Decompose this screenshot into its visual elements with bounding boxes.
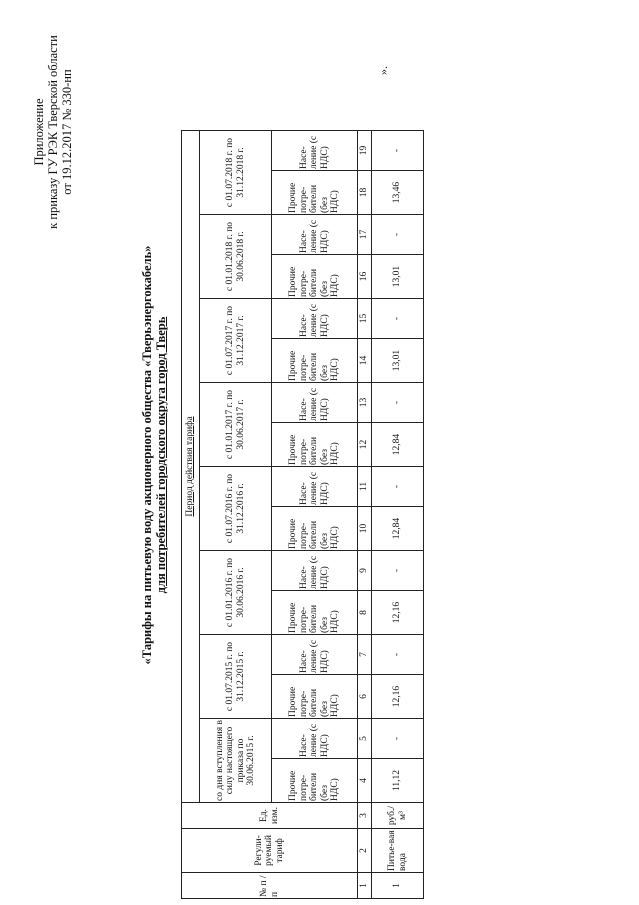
tariff-value: - bbox=[372, 635, 424, 675]
appendix-block bbox=[32, 17, 74, 247]
column-number: 9 bbox=[358, 551, 372, 591]
subheader-other-consumers: Прочие потре-бители (без НДС) bbox=[272, 507, 358, 551]
subheaders-row bbox=[272, 131, 358, 899]
row-unit: руб./м³ bbox=[372, 803, 424, 829]
subheader-other-consumers: Прочие потре-бители (без НДС) bbox=[272, 675, 358, 719]
title-line-1: «Тарифы на питьевую воду акционерного общества «Тверьэнергокабель» bbox=[140, 245, 154, 665]
tariff-value: - bbox=[372, 131, 424, 171]
column-number: 16 bbox=[358, 255, 372, 299]
tariff-value: 11,12 bbox=[372, 759, 424, 803]
column-numbers-row bbox=[358, 131, 372, 899]
tariff-value: - bbox=[372, 467, 424, 507]
tariff-value: 13,01 bbox=[372, 339, 424, 383]
tariff-value: 12,84 bbox=[372, 507, 424, 551]
periods-row bbox=[200, 131, 272, 899]
row-name: Питье-вая вода bbox=[372, 829, 424, 873]
subheader-population: Насе-ление (с НДС) bbox=[272, 131, 358, 171]
subheader-population: Насе-ление (с НДС) bbox=[272, 635, 358, 675]
subheader-population: Насе-ление (с НДС) bbox=[272, 299, 358, 339]
column-number: 10 bbox=[358, 507, 372, 551]
column-number: 14 bbox=[358, 339, 372, 383]
column-number: 18 bbox=[358, 171, 372, 215]
header-tariff-name: Регули-руемый тариф bbox=[182, 829, 358, 873]
subheader-other-consumers: Прочие потре-бители (без НДС) bbox=[272, 423, 358, 467]
column-number: 3 bbox=[358, 803, 372, 829]
tariff-value: 12,16 bbox=[372, 675, 424, 719]
subheader-population: Насе-ление (с НДС) bbox=[272, 215, 358, 255]
header-period: Период действия тарифа bbox=[182, 131, 200, 803]
column-number: 7 bbox=[358, 635, 372, 675]
subheader-population: Насе-ление (с НДС) bbox=[272, 383, 358, 423]
period-header: с 01.01.2016 г. по 30.06.2016 г. bbox=[200, 551, 272, 635]
subheader-other-consumers: Прочие потре-бители (без НДС) bbox=[272, 591, 358, 635]
subheader-population: Насе-ление (с НДС) bbox=[272, 551, 358, 591]
column-number: 6 bbox=[358, 675, 372, 719]
row-num: 1 bbox=[372, 873, 424, 899]
subheader-other-consumers: Прочие потре-бители (без НДС) bbox=[272, 759, 358, 803]
appendix-line-2: к приказу ГУ РЭК Тверской области bbox=[46, 35, 60, 229]
appendix-line-3: от 19.12.2017 № 330-нп bbox=[60, 69, 74, 195]
subheader-other-consumers: Прочие потре-бители (без НДС) bbox=[272, 171, 358, 215]
column-number: 8 bbox=[358, 591, 372, 635]
tariff-value: - bbox=[372, 551, 424, 591]
column-number: 19 bbox=[358, 131, 372, 171]
header-unit: Ед. изм. bbox=[182, 803, 358, 829]
appendix-line-1: Приложение bbox=[32, 98, 46, 166]
column-number: 17 bbox=[358, 215, 372, 255]
tariff-table bbox=[181, 130, 424, 899]
period-header: с 01.01.2017 г. по 30.06.2017 г. bbox=[200, 383, 272, 467]
tariff-value: - bbox=[372, 383, 424, 423]
tariff-value: 12,16 bbox=[372, 591, 424, 635]
subheader-population: Насе-ление (с НДС) bbox=[272, 467, 358, 507]
subheader-other-consumers: Прочие потре-бители (без НДС) bbox=[272, 255, 358, 299]
tariff-value: - bbox=[372, 215, 424, 255]
column-number: 2 bbox=[358, 829, 372, 873]
tariff-value: - bbox=[372, 299, 424, 339]
title-line-2: для потребителей городского округа город Тверь bbox=[154, 316, 168, 594]
column-number: 1 bbox=[358, 873, 372, 899]
tariff-value: - bbox=[372, 719, 424, 759]
column-number: 5 bbox=[358, 719, 372, 759]
column-number: 13 bbox=[358, 383, 372, 423]
tariff-value: 12,84 bbox=[372, 423, 424, 467]
period-header: с 01.07.2017 г. по 31.12.2017 г. bbox=[200, 299, 272, 383]
table-row bbox=[372, 131, 424, 899]
column-number: 15 bbox=[358, 299, 372, 339]
period-header: с 01.01.2018 г. по 30.06.2018 г. bbox=[200, 215, 272, 299]
tariff-value: 13,46 bbox=[372, 171, 424, 215]
column-number: 12 bbox=[358, 423, 372, 467]
subheader-population: Насе-ление (с НДС) bbox=[272, 719, 358, 759]
column-number: 11 bbox=[358, 467, 372, 507]
period-header: с 01.07.2015 г. по 31.12.2015 г. bbox=[200, 635, 272, 719]
closing-quote: ». bbox=[376, 66, 390, 75]
period-header: с 01.07.2018 г. по 31.12.2018 г. bbox=[200, 131, 272, 215]
column-number: 4 bbox=[358, 759, 372, 803]
period-header: со дня вступления в силу настоящего приказа по 30.06.2015 г. bbox=[200, 719, 272, 803]
tariff-value: 13,01 bbox=[372, 255, 424, 299]
period-header: с 01.07.2016 г. по 31.12.2016 г. bbox=[200, 467, 272, 551]
header-num: № п / п bbox=[182, 873, 358, 899]
subheader-other-consumers: Прочие потре-бители (без НДС) bbox=[272, 339, 358, 383]
document-title bbox=[140, 105, 168, 805]
